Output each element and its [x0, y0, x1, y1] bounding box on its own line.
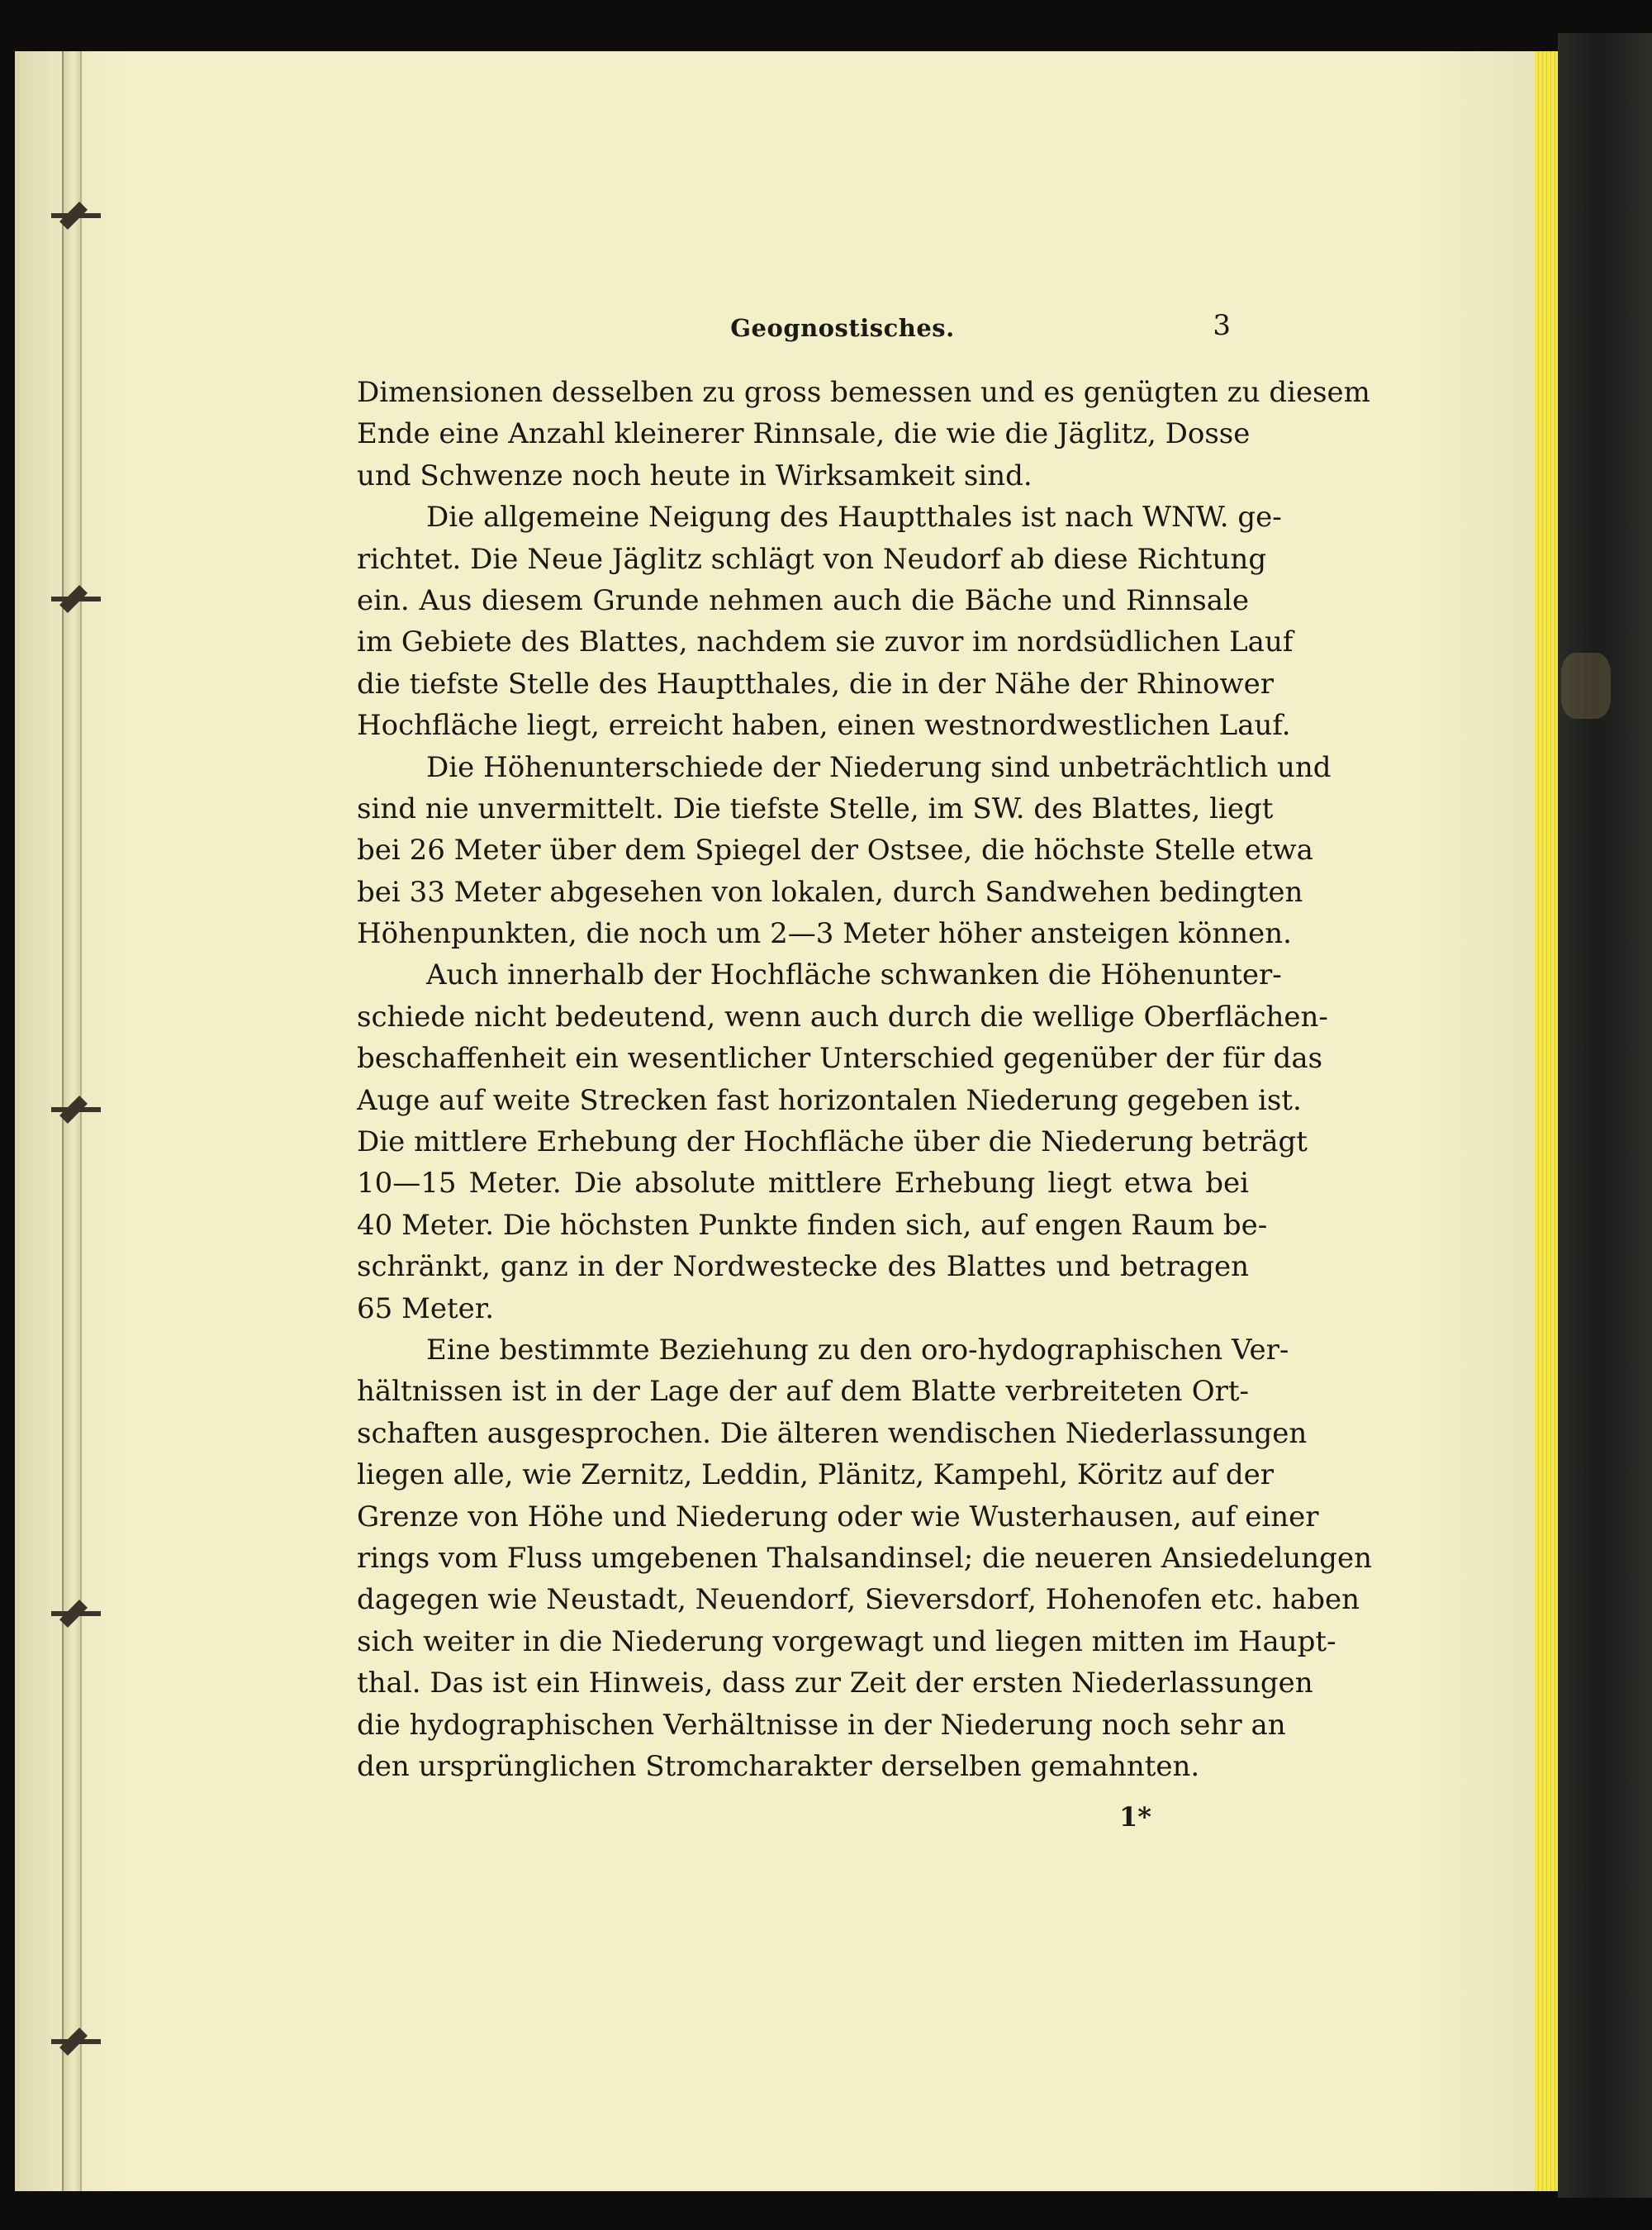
page-edge — [1535, 51, 1558, 2191]
text-line: sind nie unvermittelt. Die tiefste Stelle, im SW. des Blattes, liegt — [357, 792, 1274, 825]
text-line: Auch innerhalb der Hochfläche schwanken die Höhenunter- — [426, 958, 1282, 992]
binding-stitch — [51, 597, 101, 601]
text-line: liegen alle, wie Zernitz, Leddin, Plänitz, Kampehl, Köritz auf der — [357, 1458, 1275, 1492]
text-line: schränkt, ganz in der Nordwestecke des Blattes und betragen — [357, 1250, 1249, 1284]
text-line: Dimensionen desselben zu gross bemessen und es genügten zu diesem — [357, 376, 1370, 409]
text-line: 40 Meter. Die höchsten Punkte finden sich, auf engen Raum be- — [357, 1208, 1268, 1242]
text-line: sich weiter in die Niederung vorgewagt und liegen mitten im Haupt- — [357, 1624, 1336, 1658]
text-line: Höhenpunkten, die noch um 2—3 Meter höher ansteigen können. — [357, 917, 1292, 951]
text-line: thal. Das ist ein Hinweis, dass zur Zeit der ersten Niederlassungen — [357, 1667, 1313, 1700]
text-line: hältnissen ist in der Lage der auf dem Blatte verbreiteten Ort- — [357, 1375, 1249, 1409]
text-line: bei 26 Meter über dem Spiegel der Ostsee, die höchste Stelle etwa — [357, 834, 1313, 868]
text-line: Die mittlere Erhebung der Hochfläche über die Niederung beträgt — [357, 1125, 1308, 1159]
binding-stitch — [51, 1107, 101, 1112]
text-line: schiede nicht bedeutend, wenn auch durch die wellige Oberflächen- — [357, 1000, 1328, 1034]
cover-stain — [1561, 653, 1611, 719]
text-line: richtet. Die Neue Jäglitz schlägt von Neudorf ab diese Richtung — [357, 542, 1267, 576]
binding-stitch — [51, 213, 101, 218]
text-line: den ursprünglichen Stromcharakter derselben gemahnten. — [357, 1749, 1200, 1783]
text-line: im Gebiete des Blattes, nachdem sie zuvor im nordsüdlichen Lauf — [357, 625, 1294, 659]
text-line: beschaffenheit ein wesentlicher Unterschied gegenüber der für das — [357, 1042, 1323, 1076]
text-line: bei 33 Meter abgesehen von lokalen, durch Sandwehen bedingten — [357, 875, 1303, 909]
body-text — [357, 372, 1372, 1787]
text-line: die tiefste Stelle des Hauptthales, die in der Nähe der Rhinower — [357, 667, 1274, 701]
text-line: Auge auf weite Strecken fast horizontalen Niederung gegeben ist. — [357, 1083, 1302, 1117]
text-line: die hydographischen Verhältnisse in der Niederung noch sehr an — [357, 1708, 1286, 1742]
book-cover — [1558, 33, 1652, 2198]
text-line: Die Höhenunterschiede der Niederung sind unbeträchtlich und — [426, 750, 1332, 784]
running-head — [355, 309, 1256, 355]
text-line: Grenze von Höhe und Niederung oder wie Wusterhausen, auf einer — [357, 1500, 1319, 1533]
text-line: und Schwenze noch heute in Wirksamkeit sind. — [357, 459, 1032, 492]
text-line: dagegen wie Neustadt, Neuendorf, Sieversdorf, Hohenofen etc. haben — [357, 1583, 1360, 1617]
page-number: 3 — [1213, 309, 1231, 342]
text-line: schaften ausgesprochen. Die älteren wendischen Niederlassungen — [357, 1416, 1308, 1450]
text-line: 10—15 Meter. Die absolute mittlere Erhebung liegt etwa bei — [357, 1167, 1249, 1201]
text-line: Eine bestimmte Beziehung zu den oro-hydographischen Ver- — [426, 1333, 1289, 1367]
text-line: rings vom Fluss umgebenen Thalsandinsel; die neueren Ansiedelungen — [357, 1541, 1372, 1575]
binding-stitch — [51, 2039, 101, 2044]
signature-mark: 1* — [1119, 1801, 1151, 1833]
text-line: Ende eine Anzahl kleinerer Rinnsale, die wie die Jäglitz, Dosse — [357, 417, 1251, 451]
running-head-title: Geognostisches. — [730, 314, 955, 342]
text-line: Die allgemeine Neigung des Hauptthales ist nach WNW. ge- — [426, 501, 1282, 535]
text-line: Hochfläche liegt, erreicht haben, einen westnordwestlichen Lauf. — [357, 709, 1291, 743]
text-line: 65 Meter. — [357, 1291, 495, 1325]
text-line: ein. Aus diesem Grunde nehmen auch die Bäche und Rinnsale — [357, 583, 1249, 617]
binding-stitch — [51, 1611, 101, 1616]
